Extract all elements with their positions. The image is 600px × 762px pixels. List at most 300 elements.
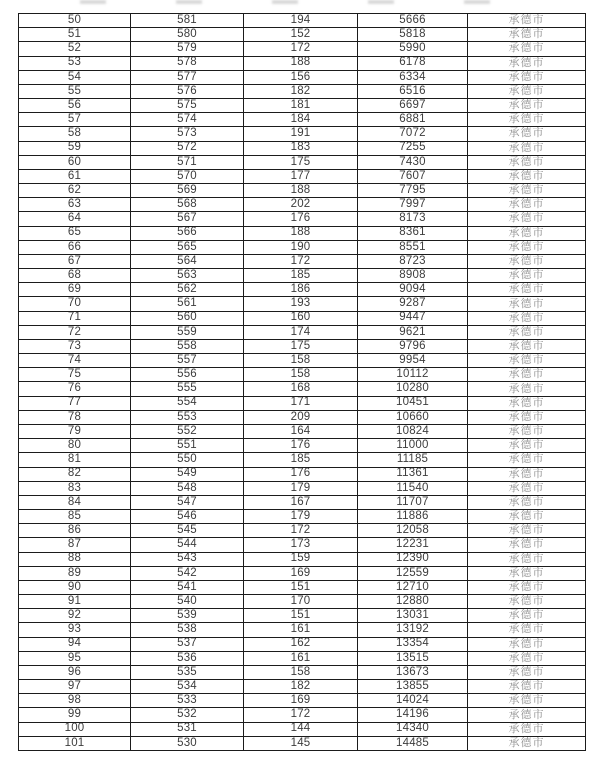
table-cell-city: 承德市 bbox=[468, 609, 586, 623]
table-cell-rank: 77 bbox=[19, 396, 131, 410]
table-cell-cumulative: 13855 bbox=[358, 680, 468, 694]
table-cell-rank: 92 bbox=[19, 609, 131, 623]
table-cell-count: 169 bbox=[244, 566, 358, 580]
table-cell-city: 承德市 bbox=[468, 99, 586, 113]
table-cell-rank: 83 bbox=[19, 481, 131, 495]
table-cell-rank: 72 bbox=[19, 325, 131, 339]
table-cell-city: 承德市 bbox=[468, 368, 586, 382]
table-row bbox=[19, 184, 586, 198]
table-cell-score: 580 bbox=[131, 28, 244, 42]
table-row bbox=[19, 736, 586, 750]
table-cell-count: 194 bbox=[244, 14, 358, 28]
table-cell-city: 承德市 bbox=[468, 580, 586, 594]
table-cell-rank: 51 bbox=[19, 28, 131, 42]
table-cell-rank: 80 bbox=[19, 439, 131, 453]
table-cell-rank: 54 bbox=[19, 70, 131, 84]
table-cell-rank: 82 bbox=[19, 467, 131, 481]
table-cell-count: 168 bbox=[244, 382, 358, 396]
table-cell-count: 159 bbox=[244, 552, 358, 566]
table-cell-score: 572 bbox=[131, 141, 244, 155]
table-cell-rank: 97 bbox=[19, 680, 131, 694]
table-cell-cumulative: 11361 bbox=[358, 467, 468, 481]
table-cell-cumulative: 11000 bbox=[358, 439, 468, 453]
table-cell-score: 537 bbox=[131, 637, 244, 651]
table-cell-rank: 70 bbox=[19, 297, 131, 311]
table-cell-count: 191 bbox=[244, 127, 358, 141]
table-cell-score: 568 bbox=[131, 198, 244, 212]
table-cell-rank: 50 bbox=[19, 14, 131, 28]
table-cell-cumulative: 13192 bbox=[358, 623, 468, 637]
cropped-row-artifact bbox=[80, 0, 550, 4]
table-cell-count: 169 bbox=[244, 694, 358, 708]
table-cell-city: 承德市 bbox=[468, 495, 586, 509]
table-cell-count: 209 bbox=[244, 410, 358, 424]
table-cell-count: 162 bbox=[244, 637, 358, 651]
table-cell-city: 承德市 bbox=[468, 424, 586, 438]
table-cell-rank: 95 bbox=[19, 651, 131, 665]
table-cell-score: 555 bbox=[131, 382, 244, 396]
table-cell-count: 161 bbox=[244, 623, 358, 637]
table-cell-rank: 85 bbox=[19, 510, 131, 524]
table-cell-cumulative: 10280 bbox=[358, 382, 468, 396]
table-cell-score: 558 bbox=[131, 339, 244, 353]
table-cell-score: 567 bbox=[131, 212, 244, 226]
table-cell-city: 承德市 bbox=[468, 297, 586, 311]
table-cell-city: 承德市 bbox=[468, 651, 586, 665]
table-row bbox=[19, 453, 586, 467]
table-cell-rank: 100 bbox=[19, 722, 131, 736]
table-cell-cumulative: 10824 bbox=[358, 424, 468, 438]
table-cell-city: 承德市 bbox=[468, 665, 586, 679]
table-cell-cumulative: 13354 bbox=[358, 637, 468, 651]
table-cell-cumulative: 11540 bbox=[358, 481, 468, 495]
table-cell-count: 172 bbox=[244, 524, 358, 538]
table-row bbox=[19, 28, 586, 42]
table-row bbox=[19, 410, 586, 424]
table-cell-city: 承德市 bbox=[468, 240, 586, 254]
table-row bbox=[19, 240, 586, 254]
table-cell-count: 175 bbox=[244, 339, 358, 353]
table-cell-city: 承德市 bbox=[468, 524, 586, 538]
table-row bbox=[19, 70, 586, 84]
table-cell-count: 186 bbox=[244, 283, 358, 297]
table-cell-city: 承德市 bbox=[468, 566, 586, 580]
table-cell-score: 576 bbox=[131, 84, 244, 98]
table-cell-count: 164 bbox=[244, 424, 358, 438]
score-distribution-table bbox=[18, 13, 586, 751]
table-cell-rank: 81 bbox=[19, 453, 131, 467]
table-row bbox=[19, 297, 586, 311]
table-cell-city: 承德市 bbox=[468, 552, 586, 566]
table-cell-score: 559 bbox=[131, 325, 244, 339]
table-cell-score: 562 bbox=[131, 283, 244, 297]
table-row bbox=[19, 495, 586, 509]
table-cell-score: 577 bbox=[131, 70, 244, 84]
table-cell-cumulative: 9954 bbox=[358, 354, 468, 368]
table-cell-count: 170 bbox=[244, 595, 358, 609]
table-cell-score: 560 bbox=[131, 311, 244, 325]
table-cell-rank: 53 bbox=[19, 56, 131, 70]
table-cell-rank: 74 bbox=[19, 354, 131, 368]
table-cell-city: 承德市 bbox=[468, 481, 586, 495]
table-cell-rank: 87 bbox=[19, 538, 131, 552]
table-cell-count: 175 bbox=[244, 155, 358, 169]
table-cell-rank: 68 bbox=[19, 269, 131, 283]
table-cell-rank: 78 bbox=[19, 410, 131, 424]
table-cell-score: 547 bbox=[131, 495, 244, 509]
table-cell-score: 554 bbox=[131, 396, 244, 410]
table-cell-cumulative: 9621 bbox=[358, 325, 468, 339]
table-cell-count: 188 bbox=[244, 56, 358, 70]
table-cell-cumulative: 7072 bbox=[358, 127, 468, 141]
table-row bbox=[19, 212, 586, 226]
table-cell-count: 188 bbox=[244, 184, 358, 198]
table-cell-cumulative: 13673 bbox=[358, 665, 468, 679]
table-cell-score: 581 bbox=[131, 14, 244, 28]
table-cell-count: 185 bbox=[244, 453, 358, 467]
table-row bbox=[19, 722, 586, 736]
table-row bbox=[19, 269, 586, 283]
table-cell-cumulative: 12231 bbox=[358, 538, 468, 552]
table-cell-score: 534 bbox=[131, 680, 244, 694]
table-cell-score: 544 bbox=[131, 538, 244, 552]
table-cell-score: 553 bbox=[131, 410, 244, 424]
table-cell-cumulative: 8551 bbox=[358, 240, 468, 254]
table-cell-count: 182 bbox=[244, 680, 358, 694]
table-cell-cumulative: 13515 bbox=[358, 651, 468, 665]
table-cell-city: 承德市 bbox=[468, 226, 586, 240]
table-cell-score: 569 bbox=[131, 184, 244, 198]
table-cell-city: 承德市 bbox=[468, 42, 586, 56]
table-cell-rank: 98 bbox=[19, 694, 131, 708]
table-row bbox=[19, 680, 586, 694]
table-cell-score: 538 bbox=[131, 623, 244, 637]
table-cell-count: 188 bbox=[244, 226, 358, 240]
table-cell-rank: 90 bbox=[19, 580, 131, 594]
table-cell-city: 承德市 bbox=[468, 467, 586, 481]
table-cell-rank: 56 bbox=[19, 99, 131, 113]
table-row bbox=[19, 552, 586, 566]
table-cell-rank: 84 bbox=[19, 495, 131, 509]
table-cell-cumulative: 8723 bbox=[358, 254, 468, 268]
table-row bbox=[19, 169, 586, 183]
table-cell-count: 144 bbox=[244, 722, 358, 736]
table-cell-cumulative: 6697 bbox=[358, 99, 468, 113]
table-row bbox=[19, 339, 586, 353]
table-cell-count: 185 bbox=[244, 269, 358, 283]
table-cell-city: 承德市 bbox=[468, 198, 586, 212]
table-cell-score: 532 bbox=[131, 708, 244, 722]
table-cell-city: 承德市 bbox=[468, 56, 586, 70]
table-cell-cumulative: 7997 bbox=[358, 198, 468, 212]
table-cell-cumulative: 7255 bbox=[358, 141, 468, 155]
table-cell-city: 承德市 bbox=[468, 354, 586, 368]
table-cell-rank: 59 bbox=[19, 141, 131, 155]
table-cell-score: 564 bbox=[131, 254, 244, 268]
table-cell-rank: 89 bbox=[19, 566, 131, 580]
table-cell-cumulative: 12710 bbox=[358, 580, 468, 594]
table-cell-city: 承德市 bbox=[468, 283, 586, 297]
table-cell-cumulative: 7795 bbox=[358, 184, 468, 198]
table-row bbox=[19, 439, 586, 453]
table-cell-score: 541 bbox=[131, 580, 244, 594]
table-cell-rank: 101 bbox=[19, 736, 131, 750]
table-cell-rank: 64 bbox=[19, 212, 131, 226]
table-row bbox=[19, 566, 586, 580]
table-cell-city: 承德市 bbox=[468, 595, 586, 609]
table-cell-score: 574 bbox=[131, 113, 244, 127]
table-cell-cumulative: 14485 bbox=[358, 736, 468, 750]
table-cell-count: 190 bbox=[244, 240, 358, 254]
table-cell-score: 551 bbox=[131, 439, 244, 453]
table-cell-count: 179 bbox=[244, 510, 358, 524]
table-cell-count: 160 bbox=[244, 311, 358, 325]
table-cell-rank: 67 bbox=[19, 254, 131, 268]
table-cell-cumulative: 11707 bbox=[358, 495, 468, 509]
table-cell-count: 152 bbox=[244, 28, 358, 42]
table-cell-rank: 93 bbox=[19, 623, 131, 637]
table-cell-count: 151 bbox=[244, 580, 358, 594]
table-row bbox=[19, 14, 586, 28]
table-cell-cumulative: 9094 bbox=[358, 283, 468, 297]
table-cell-cumulative: 9447 bbox=[358, 311, 468, 325]
table-row bbox=[19, 254, 586, 268]
table-cell-score: 550 bbox=[131, 453, 244, 467]
table-row bbox=[19, 42, 586, 56]
table-cell-score: 557 bbox=[131, 354, 244, 368]
table-cell-city: 承德市 bbox=[468, 453, 586, 467]
table-cell-city: 承德市 bbox=[468, 439, 586, 453]
table-cell-score: 563 bbox=[131, 269, 244, 283]
table-cell-count: 173 bbox=[244, 538, 358, 552]
table-cell-rank: 71 bbox=[19, 311, 131, 325]
table-cell-city: 承德市 bbox=[468, 623, 586, 637]
table-cell-rank: 60 bbox=[19, 155, 131, 169]
table-cell-rank: 62 bbox=[19, 184, 131, 198]
table-cell-count: 193 bbox=[244, 297, 358, 311]
table-cell-count: 202 bbox=[244, 198, 358, 212]
table-cell-count: 181 bbox=[244, 99, 358, 113]
table-cell-city: 承德市 bbox=[468, 382, 586, 396]
table-cell-score: 543 bbox=[131, 552, 244, 566]
table-cell-score: 570 bbox=[131, 169, 244, 183]
table-cell-count: 172 bbox=[244, 708, 358, 722]
table-cell-count: 156 bbox=[244, 70, 358, 84]
table-cell-count: 176 bbox=[244, 467, 358, 481]
table-cell-cumulative: 14196 bbox=[358, 708, 468, 722]
table-cell-count: 158 bbox=[244, 354, 358, 368]
table-cell-cumulative: 12058 bbox=[358, 524, 468, 538]
table-cell-city: 承德市 bbox=[468, 141, 586, 155]
table-cell-city: 承德市 bbox=[468, 311, 586, 325]
table-row bbox=[19, 467, 586, 481]
table-cell-city: 承德市 bbox=[468, 736, 586, 750]
table-cell-city: 承德市 bbox=[468, 510, 586, 524]
table-cell-city: 承德市 bbox=[468, 113, 586, 127]
table-cell-count: 182 bbox=[244, 84, 358, 98]
table-cell-rank: 55 bbox=[19, 84, 131, 98]
table-cell-cumulative: 6178 bbox=[358, 56, 468, 70]
table-row bbox=[19, 325, 586, 339]
table-cell-score: 536 bbox=[131, 651, 244, 665]
table-cell-cumulative: 10660 bbox=[358, 410, 468, 424]
table-row bbox=[19, 198, 586, 212]
table-cell-score: 566 bbox=[131, 226, 244, 240]
table-row bbox=[19, 354, 586, 368]
score-table-body bbox=[19, 14, 586, 751]
table-cell-rank: 65 bbox=[19, 226, 131, 240]
table-cell-rank: 96 bbox=[19, 665, 131, 679]
table-cell-count: 183 bbox=[244, 141, 358, 155]
table-cell-count: 158 bbox=[244, 368, 358, 382]
table-row bbox=[19, 623, 586, 637]
table-cell-count: 176 bbox=[244, 212, 358, 226]
table-cell-cumulative: 9796 bbox=[358, 339, 468, 353]
table-cell-count: 172 bbox=[244, 254, 358, 268]
table-cell-cumulative: 12559 bbox=[358, 566, 468, 580]
table-cell-cumulative: 10112 bbox=[358, 368, 468, 382]
table-row bbox=[19, 311, 586, 325]
table-cell-score: 565 bbox=[131, 240, 244, 254]
table-cell-city: 承德市 bbox=[468, 410, 586, 424]
table-cell-score: 575 bbox=[131, 99, 244, 113]
table-row bbox=[19, 56, 586, 70]
table-row bbox=[19, 694, 586, 708]
table-cell-city: 承德市 bbox=[468, 708, 586, 722]
table-cell-score: 578 bbox=[131, 56, 244, 70]
table-cell-count: 158 bbox=[244, 665, 358, 679]
table-cell-cumulative: 5666 bbox=[358, 14, 468, 28]
table-cell-city: 承德市 bbox=[468, 637, 586, 651]
table-cell-count: 174 bbox=[244, 325, 358, 339]
table-cell-rank: 76 bbox=[19, 382, 131, 396]
table-cell-score: 540 bbox=[131, 595, 244, 609]
table-row bbox=[19, 424, 586, 438]
table-cell-count: 172 bbox=[244, 42, 358, 56]
table-cell-count: 167 bbox=[244, 495, 358, 509]
table-cell-city: 承德市 bbox=[468, 680, 586, 694]
table-cell-cumulative: 8173 bbox=[358, 212, 468, 226]
table-cell-score: 539 bbox=[131, 609, 244, 623]
table-row bbox=[19, 665, 586, 679]
table-cell-rank: 73 bbox=[19, 339, 131, 353]
table-cell-cumulative: 11886 bbox=[358, 510, 468, 524]
table-cell-score: 552 bbox=[131, 424, 244, 438]
table-cell-score: 556 bbox=[131, 368, 244, 382]
table-cell-city: 承德市 bbox=[468, 269, 586, 283]
table-row bbox=[19, 396, 586, 410]
table-cell-cumulative: 12390 bbox=[358, 552, 468, 566]
table-cell-cumulative: 6516 bbox=[358, 84, 468, 98]
table-cell-rank: 58 bbox=[19, 127, 131, 141]
table-cell-score: 546 bbox=[131, 510, 244, 524]
table-row bbox=[19, 524, 586, 538]
table-cell-cumulative: 12880 bbox=[358, 595, 468, 609]
table-cell-score: 530 bbox=[131, 736, 244, 750]
table-cell-count: 161 bbox=[244, 651, 358, 665]
table-cell-cumulative: 13031 bbox=[358, 609, 468, 623]
table-cell-city: 承德市 bbox=[468, 155, 586, 169]
table-cell-city: 承德市 bbox=[468, 254, 586, 268]
table-row bbox=[19, 510, 586, 524]
table-row bbox=[19, 481, 586, 495]
table-cell-cumulative: 14340 bbox=[358, 722, 468, 736]
table-cell-cumulative: 5818 bbox=[358, 28, 468, 42]
table-cell-rank: 63 bbox=[19, 198, 131, 212]
table-cell-city: 承德市 bbox=[468, 28, 586, 42]
table-cell-score: 535 bbox=[131, 665, 244, 679]
table-cell-count: 179 bbox=[244, 481, 358, 495]
table-cell-cumulative: 6334 bbox=[358, 70, 468, 84]
table-cell-score: 561 bbox=[131, 297, 244, 311]
table-cell-city: 承德市 bbox=[468, 538, 586, 552]
table-cell-score: 542 bbox=[131, 566, 244, 580]
table-row bbox=[19, 368, 586, 382]
table-row bbox=[19, 538, 586, 552]
table-cell-count: 171 bbox=[244, 396, 358, 410]
table-cell-cumulative: 5990 bbox=[358, 42, 468, 56]
table-cell-count: 176 bbox=[244, 439, 358, 453]
table-row bbox=[19, 84, 586, 98]
table-cell-rank: 94 bbox=[19, 637, 131, 651]
table-cell-rank: 86 bbox=[19, 524, 131, 538]
table-cell-count: 177 bbox=[244, 169, 358, 183]
table-row bbox=[19, 141, 586, 155]
table-cell-rank: 57 bbox=[19, 113, 131, 127]
table-cell-cumulative: 14024 bbox=[358, 694, 468, 708]
table-cell-cumulative: 7430 bbox=[358, 155, 468, 169]
table-row bbox=[19, 226, 586, 240]
table-row bbox=[19, 609, 586, 623]
table-cell-city: 承德市 bbox=[468, 84, 586, 98]
table-cell-cumulative: 7607 bbox=[358, 169, 468, 183]
table-cell-rank: 79 bbox=[19, 424, 131, 438]
table-cell-score: 533 bbox=[131, 694, 244, 708]
table-row bbox=[19, 127, 586, 141]
table-cell-score: 579 bbox=[131, 42, 244, 56]
table-cell-cumulative: 8361 bbox=[358, 226, 468, 240]
table-cell-cumulative: 11185 bbox=[358, 453, 468, 467]
table-cell-city: 承德市 bbox=[468, 184, 586, 198]
table-cell-city: 承德市 bbox=[468, 396, 586, 410]
table-cell-rank: 69 bbox=[19, 283, 131, 297]
table-cell-score: 573 bbox=[131, 127, 244, 141]
table-cell-city: 承德市 bbox=[468, 339, 586, 353]
table-cell-cumulative: 8908 bbox=[358, 269, 468, 283]
table-row bbox=[19, 580, 586, 594]
table-row bbox=[19, 113, 586, 127]
table-cell-city: 承德市 bbox=[468, 722, 586, 736]
table-cell-rank: 66 bbox=[19, 240, 131, 254]
table-row bbox=[19, 595, 586, 609]
table-cell-city: 承德市 bbox=[468, 70, 586, 84]
table-cell-rank: 52 bbox=[19, 42, 131, 56]
table-row bbox=[19, 637, 586, 651]
table-cell-rank: 61 bbox=[19, 169, 131, 183]
table-cell-city: 承德市 bbox=[468, 325, 586, 339]
table-row bbox=[19, 382, 586, 396]
table-cell-city: 承德市 bbox=[468, 127, 586, 141]
table-cell-score: 531 bbox=[131, 722, 244, 736]
table-cell-city: 承德市 bbox=[468, 212, 586, 226]
table-cell-score: 545 bbox=[131, 524, 244, 538]
table-cell-cumulative: 6881 bbox=[358, 113, 468, 127]
table-cell-count: 151 bbox=[244, 609, 358, 623]
table-cell-cumulative: 10451 bbox=[358, 396, 468, 410]
table-row bbox=[19, 283, 586, 297]
table-cell-score: 571 bbox=[131, 155, 244, 169]
table-row bbox=[19, 651, 586, 665]
